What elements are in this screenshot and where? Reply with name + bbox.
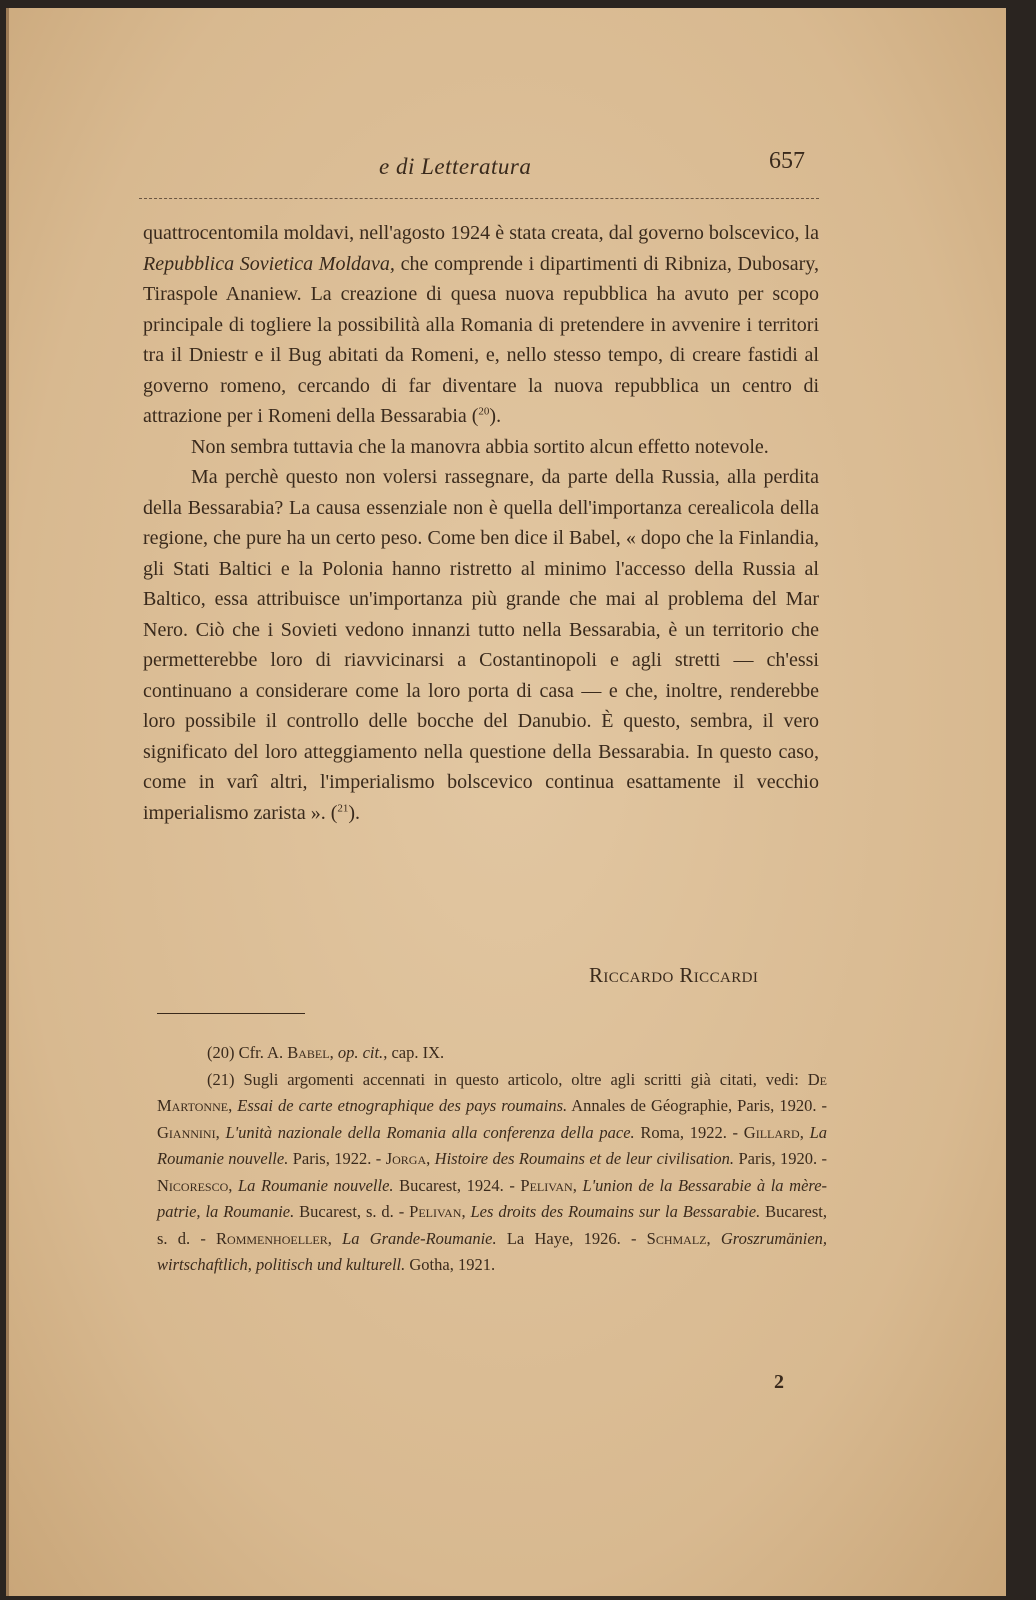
footnotes (157, 1040, 827, 1279)
reference-details: Paris, 1922. - (288, 1149, 386, 1168)
reference-title: Histoire des Roumains et de leur civilisation. (434, 1149, 735, 1168)
reference-title: Essai de carte etnographique des pays roumains. (237, 1096, 568, 1115)
reference-details: Bucarest, s. d. - (157, 1202, 827, 1248)
signature-mark: 2 (774, 1371, 784, 1393)
reference-title: L'union de la Bessarabie à la mère-patrie, la Roumanie. (157, 1175, 828, 1221)
reference-title: La Roumanie nouvelle. (238, 1175, 394, 1195)
reference-author: Pelivan (409, 1202, 462, 1221)
reference-author: Nicoresco (157, 1175, 229, 1195)
paragraph-2: Non sembra tuttavia che la manovra abbia sortito alcun effetto notevole. (191, 435, 769, 458)
reference-details: Annales de Géographie, Paris, 1920. - (567, 1096, 828, 1115)
reference-author: Schmalz (646, 1228, 707, 1248)
reference-details: La Haye, 1926. - (496, 1228, 647, 1248)
body-text (143, 218, 819, 828)
reference-title: La Roumanie nouvelle. (157, 1122, 828, 1168)
footnote-rule (157, 1013, 305, 1014)
page-number: 657 (769, 148, 805, 174)
reference-author: Pelivan (520, 1175, 573, 1195)
reference-item: Rommenhoeller, La Grande-Roumanie. La Haye, 1926. - (216, 1228, 647, 1248)
reference-details: Bucarest, 1924. - (393, 1175, 521, 1195)
reference-author: De Martonne (157, 1069, 827, 1115)
reference-author: Gillard (743, 1122, 800, 1142)
reference-details: Gotha, 1921. (405, 1255, 496, 1274)
reference-details: Roma, 1922. - (634, 1122, 744, 1142)
reference-title: L'unità nazionale della Romania alla conferenza della pace. (225, 1122, 635, 1142)
reference-title: La Grande-Roumanie. (342, 1228, 497, 1248)
running-title: e di Letteratura (379, 154, 532, 179)
reference-title: Les droits des Roumains sur la Bessarabie. (470, 1202, 761, 1221)
author-signature: Riccardo Riccardi (589, 963, 759, 987)
reference-item: Pelivan, L'union de la Bessarabie à la mère-patrie, la Roumanie. Bucarest, s. d. - (157, 1175, 828, 1221)
reference-details: Bucarest, s. d. - (294, 1202, 410, 1221)
paragraph-1: quattrocentomila moldavi, nell'agosto 1924 è stata creata, dal governo bolscevico, la Repubblica Sovietica Moldava, che comprende i dipartimenti di Ribniza, Dubosary, Tiraspole Ananiew. La creazione di quesa nuova repubblica ha avuto per scopo principale di togliere la possibilità alla Romania di pretendere in avvenire i territori tra il Dniestr e il Bug abitati da Romeni, e, nello stesso tempo, di creare fastidi al governo romeno, cercando di far diventare la nuova repubblica un centro di attrazione per i Romeni della Bessarabia ($^{20}$). (143, 222, 820, 427)
footnote-ref-21: 21 (337, 801, 349, 814)
header-rule (139, 198, 819, 199)
reference-author: Rommenhoeller (216, 1228, 328, 1248)
reference-author: Giannini (157, 1122, 216, 1142)
reference-item: Jorga, Histoire des Roumains et de leur civilisation. Paris, 1920. - (385, 1149, 827, 1168)
reference-list (157, 1070, 827, 1275)
italic-title: Repubblica Sovietica Moldava, (143, 252, 395, 275)
footnote-ref-20: 20 (478, 405, 490, 418)
page-header (129, 148, 819, 188)
reference-item: De Martonne, Essai de carte etnographique des pays roumains. Annales de Géographie, Paris, 1920. - (157, 1069, 828, 1115)
reference-title: Groszrumänien, wirtschaftlich, politisch und kulturell. (157, 1228, 828, 1274)
reference-item: Giannini, L'unità nazionale della Romania alla conferenza della pace. Roma, 1922. - (157, 1122, 744, 1142)
paragraph-3: Ma perchè questo non volersi rassegnare, da parte della Russia, alla perdita della Bessarabia? La causa essenziale non è quella dell'importanza cerealicola della regione, che pure ha un certo peso. Come ben dice il Babel, « dopo che la Finlandia, gli Stati Baltici e la Polonia hanno ristretto al minimo l'accesso della Russia al Baltico, essa attribuisce un'importanza più grande che mai al problema del Mar Nero. Ciò che i Sovieti vedono innanzi tutto nella Bessarabia, è un territorio che permetterebbe loro di riavvicinarsi a Costantinopoli e agli stretti — ch'essi continuano a considerare come la loro porta di casa — e che, inoltre, renderebbe loro possibile il controllo delle bocche del Danubio. È questo, sembra, il vero significato del loro atteggiamento nella questione della Bessarabia. In questo caso, come in varî altri, l'imperialismo bolscevico continua esattamente il vecchio imperialismo zarista ». ($^{21}$). (143, 466, 819, 824)
reference-item: Nicoresco, La Roumanie nouvelle. Bucarest, 1924. - (157, 1175, 521, 1195)
footnote-20: (20) Cfr. A. Babel, op. cit., cap. IX. (207, 1043, 445, 1062)
reference-item: Pelivan, Les droits des Roumains sur la Bessarabie. Bucarest, s. d. - (157, 1202, 827, 1248)
footnote-21: (21) Sugli argomenti accennati in questo articolo, oltre agli scritti già citati, vedi: De Martonne, Essai de carte etnographique des pays roumains. Annales de Géographie, Paris, 1920. - Giannini, L'unità nazionale della Romania alla conferenza della pace. Roma, 1922. - Gillard, La Roumanie nouvelle. Paris, 1922. - Jorga, Histoire des Roumains et de leur civilisation. Paris, 1920. - Nicoresco, La Roumanie nouvelle. Bucarest, 1924. - Pelivan, L'union de la Bessarabie à la mère-patrie, la Roumanie. Bucarest, s. d. - Pelivan, Les droits des Roumains sur la Bessarabie. Bucarest, s. d. - Rommenhoeller, La Grande-Roumanie. La Haye, 1926. - Schmalz, Groszrumänien, wirtschaftlich, politisch und kulturell. Gotha, 1921. (157, 1069, 828, 1274)
reference-item: Schmalz, Groszrumänien, wirtschaftlich, politisch und kulturell. Gotha, 1921. (157, 1228, 828, 1274)
reference-details: Paris, 1920. - (734, 1149, 827, 1168)
reference-item: Gillard, La Roumanie nouvelle. Paris, 1922. - (157, 1122, 828, 1168)
reference-author: Jorga (385, 1149, 427, 1168)
book-page (6, 8, 1006, 1596)
